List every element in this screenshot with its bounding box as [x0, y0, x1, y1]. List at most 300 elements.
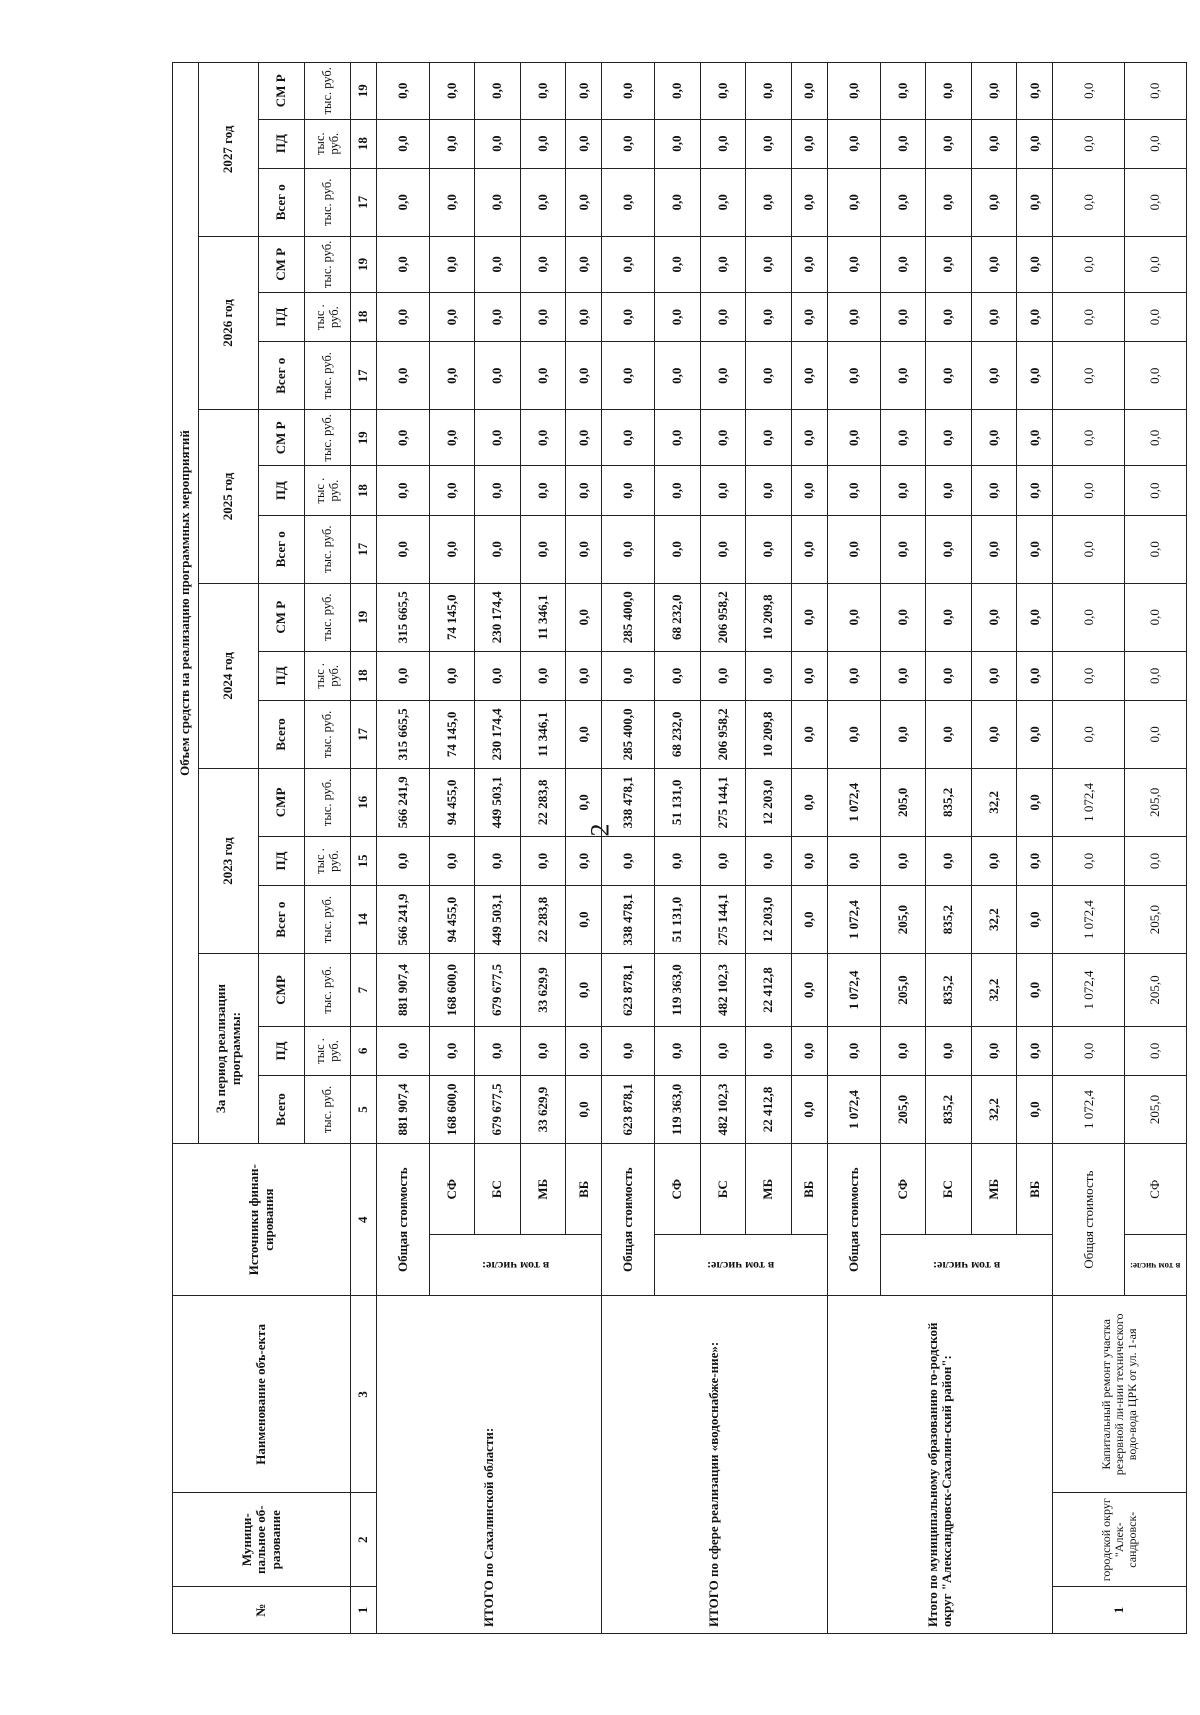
- value-cell: 0,0: [429, 63, 475, 120]
- value-cell: 0,0: [1125, 651, 1187, 700]
- value-cell: 0,0: [520, 293, 566, 342]
- value-cell: 0,0: [1053, 236, 1125, 292]
- value-cell: 0,0: [1125, 700, 1187, 768]
- value-cell: 12 203,0: [746, 886, 792, 954]
- value-cell: 168 600,0: [429, 1076, 475, 1144]
- value-cell: 0,0: [1053, 1026, 1125, 1075]
- value-cell: 0,0: [566, 119, 602, 168]
- value-cell: 0,0: [746, 410, 792, 466]
- value-cell: 0,0: [791, 119, 827, 168]
- value-cell: 12 203,0: [746, 768, 792, 836]
- value-cell: 68 232,0: [655, 583, 701, 651]
- value-cell: 0,0: [926, 63, 972, 120]
- value-cell: 679 677,5: [475, 954, 521, 1027]
- value-cell: 0,0: [520, 515, 566, 583]
- value-cell: 0,0: [1017, 700, 1053, 768]
- value-cell: 0,0: [827, 63, 880, 120]
- unit-label: тыс. руб.: [305, 886, 351, 954]
- value-cell: 0,0: [429, 836, 475, 885]
- value-cell: 835,2: [926, 886, 972, 954]
- value-cell: 0,0: [700, 1026, 746, 1075]
- value-cell: 0,0: [520, 410, 566, 466]
- value-cell: 0,0: [971, 466, 1017, 515]
- value-cell: 0,0: [1017, 515, 1053, 583]
- value-cell: 0,0: [791, 515, 827, 583]
- unit-label: тыс . руб.: [305, 651, 351, 700]
- value-cell: 0,0: [429, 293, 475, 342]
- value-cell: 0,0: [429, 236, 475, 292]
- value-cell: 0,0: [429, 410, 475, 466]
- value-cell: 94 455,0: [429, 768, 475, 836]
- value-cell: 0,0: [1017, 63, 1053, 120]
- value-cell: 679 677,5: [475, 1076, 521, 1144]
- in-that-number-label: [1125, 1235, 1187, 1296]
- value-cell: 51 131,0: [655, 768, 701, 836]
- value-cell: 0,0: [700, 651, 746, 700]
- value-cell: 32,2: [971, 886, 1017, 954]
- value-cell: 1 072,4: [1053, 954, 1125, 1027]
- value-cell: 0,0: [1053, 342, 1125, 410]
- value-cell: 0,0: [1125, 119, 1187, 168]
- value-cell: 0,0: [880, 515, 926, 583]
- value-cell: 0,0: [655, 651, 701, 700]
- value-cell: 0,0: [429, 515, 475, 583]
- source-code: ВБ: [791, 1144, 827, 1235]
- value-cell: 0,0: [475, 410, 521, 466]
- unit-label: тыс. руб.: [305, 410, 351, 466]
- subheader-2027-2: СМ Р: [259, 63, 305, 120]
- value-cell: 0,0: [791, 700, 827, 768]
- column-index: 17: [351, 700, 377, 768]
- value-cell: 0,0: [700, 119, 746, 168]
- value-cell: 0,0: [971, 63, 1017, 120]
- value-cell: 0,0: [1017, 168, 1053, 236]
- value-cell: 0,0: [655, 168, 701, 236]
- value-cell: 449 503,1: [475, 768, 521, 836]
- value-cell: 0,0: [746, 1026, 792, 1075]
- value-cell: 0,0: [655, 236, 701, 292]
- source-total-cost: Общая стоимость: [377, 1144, 430, 1296]
- value-cell: 0,0: [475, 836, 521, 885]
- value-cell: 0,0: [1125, 1026, 1187, 1075]
- value-cell: 0,0: [1017, 466, 1053, 515]
- value-cell: 0,0: [791, 954, 827, 1027]
- unit-label: тыс. руб.: [305, 119, 351, 168]
- value-cell: 0,0: [926, 236, 972, 292]
- value-cell: 0,0: [655, 342, 701, 410]
- value-cell: 0,0: [827, 1026, 880, 1075]
- value-cell: 315 665,5: [377, 700, 430, 768]
- column-index: 17: [351, 515, 377, 583]
- value-cell: 0,0: [1053, 410, 1125, 466]
- header-year-2026: 2026 год: [199, 236, 259, 409]
- subheader-2025-0: Всег о: [259, 515, 305, 583]
- value-cell: 0,0: [700, 466, 746, 515]
- value-cell: 1 072,4: [1053, 768, 1125, 836]
- financing-table: [172, 62, 1187, 1634]
- value-cell: 0,0: [1053, 583, 1125, 651]
- subheader-2026-1: ПД: [259, 293, 305, 342]
- value-cell: 0,0: [880, 410, 926, 466]
- value-cell: 0,0: [602, 836, 655, 885]
- subheader-2025-2: СМ Р: [259, 410, 305, 466]
- table-row: [1053, 63, 1125, 1634]
- value-cell: 0,0: [566, 886, 602, 954]
- value-cell: 0,0: [566, 293, 602, 342]
- value-cell: 230 174,4: [475, 583, 521, 651]
- value-cell: 0,0: [971, 236, 1017, 292]
- value-cell: 0,0: [377, 410, 430, 466]
- value-cell: 0,0: [1017, 954, 1053, 1027]
- column-index: 17: [351, 342, 377, 410]
- value-cell: 11 346,1: [520, 583, 566, 651]
- value-cell: 22 283,8: [520, 768, 566, 836]
- value-cell: 0,0: [1017, 886, 1053, 954]
- value-cell: 0,0: [746, 236, 792, 292]
- value-cell: 0,0: [880, 700, 926, 768]
- value-cell: 0,0: [1125, 293, 1187, 342]
- source-total-cost: Общая стоимость: [827, 1144, 880, 1296]
- value-cell: 0,0: [1053, 293, 1125, 342]
- value-cell: 0,0: [791, 293, 827, 342]
- source-code: СФ: [880, 1144, 926, 1235]
- value-cell: 0,0: [475, 466, 521, 515]
- value-cell: 0,0: [566, 466, 602, 515]
- value-cell: 0,0: [880, 583, 926, 651]
- value-cell: 0,0: [602, 119, 655, 168]
- value-cell: 0,0: [971, 700, 1017, 768]
- source-code: СФ: [655, 1144, 701, 1235]
- value-cell: 275 144,1: [700, 768, 746, 836]
- in-that-number-text: в том числе:: [1130, 1261, 1181, 1272]
- value-cell: 0,0: [475, 515, 521, 583]
- value-cell: 0,0: [746, 466, 792, 515]
- column-index: 7: [351, 954, 377, 1027]
- value-cell: 0,0: [926, 119, 972, 168]
- value-cell: 0,0: [971, 410, 1017, 466]
- value-cell: 0,0: [1125, 168, 1187, 236]
- value-cell: 119 363,0: [655, 1076, 701, 1144]
- subheader-2026-0: Всег о: [259, 342, 305, 410]
- value-cell: 566 241,9: [377, 886, 430, 954]
- value-cell: 33 629,9: [520, 954, 566, 1027]
- value-cell: 0,0: [377, 168, 430, 236]
- value-cell: 0,0: [566, 651, 602, 700]
- subheader-2023-2: СМР: [259, 768, 305, 836]
- value-cell: 0,0: [1125, 236, 1187, 292]
- column-index: 5: [351, 1076, 377, 1144]
- value-cell: 0,0: [602, 168, 655, 236]
- value-cell: 0,0: [566, 168, 602, 236]
- unit-label: тыс . руб.: [305, 1026, 351, 1075]
- value-cell: 0,0: [700, 63, 746, 120]
- value-cell: 10 209,8: [746, 583, 792, 651]
- value-cell: 168 600,0: [429, 954, 475, 1027]
- source-code: СФ: [429, 1144, 475, 1235]
- unit-label: тыс. руб.: [305, 168, 351, 236]
- value-cell: 205,0: [1125, 886, 1187, 954]
- value-cell: 0,0: [880, 836, 926, 885]
- value-cell: 835,2: [926, 1076, 972, 1144]
- value-cell: 230 174,4: [475, 700, 521, 768]
- value-cell: 1 072,4: [827, 1076, 880, 1144]
- value-cell: 0,0: [429, 168, 475, 236]
- unit-label: тыс. руб.: [305, 583, 351, 651]
- value-cell: 0,0: [566, 954, 602, 1027]
- value-cell: 315 665,5: [377, 583, 430, 651]
- value-cell: 285 400,0: [602, 700, 655, 768]
- value-cell: 0,0: [520, 651, 566, 700]
- value-cell: 1 072,4: [827, 886, 880, 954]
- header-year-2027: 2027 год: [199, 63, 259, 237]
- unit-label: тыс . руб.: [305, 836, 351, 885]
- value-cell: 0,0: [475, 342, 521, 410]
- value-cell: 0,0: [700, 342, 746, 410]
- value-cell: 0,0: [791, 466, 827, 515]
- value-cell: 0,0: [377, 651, 430, 700]
- value-cell: 0,0: [566, 1026, 602, 1075]
- in-that-number-text: в том числе:: [932, 1259, 1001, 1274]
- item-municipality: городской округ "Алек-сандровск-: [1053, 1493, 1187, 1587]
- header-municipality: Муници-пальное об-разование: [173, 1493, 351, 1587]
- subheader-2023-0: Всег о: [259, 886, 305, 954]
- value-cell: 0,0: [1017, 836, 1053, 885]
- source-code: ВБ: [566, 1144, 602, 1235]
- value-cell: 205,0: [880, 768, 926, 836]
- financing-table-container: [172, 62, 1187, 1634]
- value-cell: 0,0: [1053, 168, 1125, 236]
- value-cell: 0,0: [475, 63, 521, 120]
- subheader-period-0: Всего: [259, 1076, 305, 1144]
- source-code: МБ: [520, 1144, 566, 1235]
- value-cell: 205,0: [1125, 768, 1187, 836]
- column-index: 2: [351, 1493, 377, 1587]
- value-cell: 0,0: [971, 515, 1017, 583]
- column-index: 6: [351, 1026, 377, 1075]
- value-cell: 0,0: [1017, 119, 1053, 168]
- value-cell: 0,0: [566, 836, 602, 885]
- value-cell: 0,0: [791, 342, 827, 410]
- value-cell: 0,0: [377, 236, 430, 292]
- value-cell: 881 907,4: [377, 954, 430, 1027]
- value-cell: 0,0: [520, 63, 566, 120]
- value-cell: 0,0: [791, 168, 827, 236]
- value-cell: 0,0: [971, 1026, 1017, 1075]
- value-cell: 22 283,8: [520, 886, 566, 954]
- header-volume: Объем средств на реализацию программных мероприятий: [173, 63, 199, 1144]
- value-cell: 0,0: [880, 651, 926, 700]
- value-cell: 0,0: [791, 768, 827, 836]
- section-label: ИТОГО по Сахалинской области:: [377, 1296, 602, 1634]
- value-cell: 94 455,0: [429, 886, 475, 954]
- value-cell: 0,0: [827, 293, 880, 342]
- in-that-number-label: [655, 1235, 828, 1296]
- column-index: 18: [351, 119, 377, 168]
- value-cell: 0,0: [475, 236, 521, 292]
- value-cell: 206 958,2: [700, 583, 746, 651]
- value-cell: 205,0: [880, 886, 926, 954]
- value-cell: 0,0: [746, 168, 792, 236]
- value-cell: 22 412,8: [746, 1076, 792, 1144]
- value-cell: 0,0: [1125, 836, 1187, 885]
- value-cell: 0,0: [566, 515, 602, 583]
- table-row: [827, 63, 880, 1634]
- value-cell: 0,0: [827, 700, 880, 768]
- value-cell: 0,0: [655, 466, 701, 515]
- column-index: 19: [351, 410, 377, 466]
- column-index: 1: [351, 1587, 377, 1634]
- value-cell: 0,0: [566, 700, 602, 768]
- value-cell: 0,0: [429, 119, 475, 168]
- value-cell: 0,0: [1125, 63, 1187, 120]
- subheader-2023-1: ПД: [259, 836, 305, 885]
- value-cell: 0,0: [926, 293, 972, 342]
- unit-label: тыс. руб.: [305, 768, 351, 836]
- column-index: 18: [351, 651, 377, 700]
- value-cell: 0,0: [602, 293, 655, 342]
- value-cell: 0,0: [1125, 583, 1187, 651]
- subheader-period-1: ПД: [259, 1026, 305, 1075]
- value-cell: 0,0: [700, 410, 746, 466]
- value-cell: 338 478,1: [602, 768, 655, 836]
- value-cell: 0,0: [926, 651, 972, 700]
- value-cell: 0,0: [1017, 293, 1053, 342]
- value-cell: 22 412,8: [746, 954, 792, 1027]
- value-cell: 0,0: [566, 342, 602, 410]
- section-label: Итого по муниципальному образованию го-родской округ "Александровск-Сахалин-ский район":: [827, 1296, 1052, 1634]
- value-cell: 0,0: [520, 1026, 566, 1075]
- value-cell: 0,0: [520, 119, 566, 168]
- unit-label: тыс . руб.: [305, 466, 351, 515]
- value-cell: 0,0: [520, 836, 566, 885]
- subheader-2025-1: ПД: [259, 466, 305, 515]
- value-cell: 0,0: [429, 1026, 475, 1075]
- table-row: [377, 63, 430, 1634]
- value-cell: 68 232,0: [655, 700, 701, 768]
- value-cell: 0,0: [602, 410, 655, 466]
- value-cell: 0,0: [602, 515, 655, 583]
- subheader-2024-1: ПД: [259, 651, 305, 700]
- value-cell: 449 503,1: [475, 886, 521, 954]
- value-cell: 0,0: [1017, 1076, 1053, 1144]
- value-cell: 0,0: [520, 466, 566, 515]
- subheader-2027-1: ПД: [259, 119, 305, 168]
- value-cell: 0,0: [827, 119, 880, 168]
- value-cell: 0,0: [791, 1076, 827, 1144]
- value-cell: 0,0: [475, 1026, 521, 1075]
- value-cell: 205,0: [880, 1076, 926, 1144]
- value-cell: 10 209,8: [746, 700, 792, 768]
- value-cell: 0,0: [475, 651, 521, 700]
- value-cell: 0,0: [1017, 342, 1053, 410]
- value-cell: 0,0: [1125, 342, 1187, 410]
- value-cell: 0,0: [791, 63, 827, 120]
- value-cell: 0,0: [1017, 651, 1053, 700]
- value-cell: 1 072,4: [1053, 886, 1125, 954]
- source-code: БС: [700, 1144, 746, 1235]
- value-cell: 0,0: [880, 63, 926, 120]
- source-code: МБ: [746, 1144, 792, 1235]
- value-cell: 0,0: [926, 1026, 972, 1075]
- value-cell: 0,0: [827, 410, 880, 466]
- unit-label: тыс. руб.: [305, 342, 351, 410]
- value-cell: 0,0: [566, 583, 602, 651]
- value-cell: 0,0: [926, 168, 972, 236]
- value-cell: 0,0: [746, 63, 792, 120]
- column-index: 3: [351, 1296, 377, 1493]
- value-cell: 0,0: [791, 651, 827, 700]
- value-cell: 0,0: [475, 168, 521, 236]
- source-total-cost: Общая стоимость: [1053, 1144, 1125, 1296]
- value-cell: 74 145,0: [429, 583, 475, 651]
- value-cell: 0,0: [1017, 410, 1053, 466]
- column-index: 18: [351, 293, 377, 342]
- column-index: 15: [351, 836, 377, 885]
- value-cell: 0,0: [566, 410, 602, 466]
- unit-label: тыс . руб.: [305, 293, 351, 342]
- header-object-name: Наименование объ-екта: [173, 1296, 351, 1493]
- value-cell: 0,0: [1053, 836, 1125, 885]
- value-cell: 835,2: [926, 954, 972, 1027]
- value-cell: 0,0: [746, 119, 792, 168]
- value-cell: 0,0: [377, 119, 430, 168]
- subheader-2026-2: СМ Р: [259, 236, 305, 292]
- value-cell: 0,0: [971, 583, 1017, 651]
- unit-label: тыс. руб.: [305, 700, 351, 768]
- source-code: БС: [475, 1144, 521, 1235]
- value-cell: 0,0: [827, 466, 880, 515]
- value-cell: 0,0: [926, 515, 972, 583]
- value-cell: 0,0: [602, 63, 655, 120]
- value-cell: 0,0: [566, 236, 602, 292]
- value-cell: 0,0: [700, 515, 746, 583]
- value-cell: 0,0: [377, 342, 430, 410]
- header-period: За период реализации программы:: [199, 954, 259, 1144]
- column-index: 17: [351, 168, 377, 236]
- value-cell: 0,0: [1017, 1026, 1053, 1075]
- page-number: 2: [585, 823, 614, 837]
- value-cell: 0,0: [926, 700, 972, 768]
- value-cell: 0,0: [377, 63, 430, 120]
- source-code: ВБ: [1017, 1144, 1053, 1235]
- item-object: Капитальный ремонт участка резервной ли-нии технического водо-вода ЦРК от ул. 1-ая: [1053, 1296, 1187, 1493]
- section-label: ИТОГО по сфере реализации «водоснабже-ние»:: [602, 1296, 827, 1634]
- value-cell: 0,0: [429, 342, 475, 410]
- value-cell: 205,0: [1125, 1076, 1187, 1144]
- value-cell: 32,2: [971, 768, 1017, 836]
- value-cell: 623 878,1: [602, 954, 655, 1027]
- value-cell: 0,0: [655, 293, 701, 342]
- value-cell: 0,0: [566, 768, 602, 836]
- value-cell: 0,0: [880, 236, 926, 292]
- unit-label: тыс. руб.: [305, 1076, 351, 1144]
- value-cell: 0,0: [429, 651, 475, 700]
- value-cell: 0,0: [827, 515, 880, 583]
- value-cell: 0,0: [602, 466, 655, 515]
- value-cell: 0,0: [746, 651, 792, 700]
- value-cell: 0,0: [1125, 466, 1187, 515]
- column-index: 4: [351, 1144, 377, 1296]
- value-cell: 0,0: [827, 583, 880, 651]
- value-cell: 0,0: [827, 236, 880, 292]
- column-index: 14: [351, 886, 377, 954]
- value-cell: 0,0: [1017, 583, 1053, 651]
- value-cell: 0,0: [602, 236, 655, 292]
- value-cell: 566 241,9: [377, 768, 430, 836]
- value-cell: 205,0: [1125, 954, 1187, 1027]
- value-cell: 835,2: [926, 768, 972, 836]
- value-cell: 0,0: [377, 1026, 430, 1075]
